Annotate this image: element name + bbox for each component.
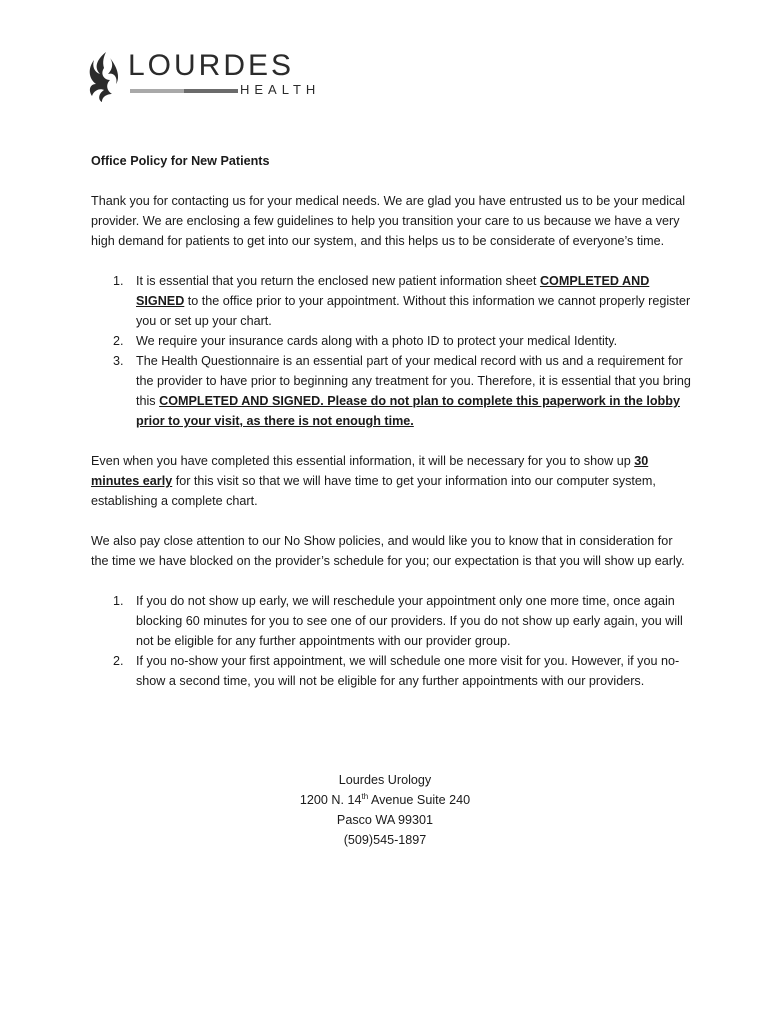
- requirements-list: [91, 271, 691, 431]
- list-text: to the office prior to your appointment. Without this information we cannot properly register you or set up your chart.: [136, 294, 691, 328]
- list-text: If you no-show your first appointment, we will schedule one more visit for you. However, if you no-show a second time, you will not be eligible for any further appointments with our providers.: [136, 654, 680, 688]
- city-state-zip: Pasco WA 99301: [336, 813, 434, 827]
- document-heading: Office Policy for New Patients: [91, 154, 270, 168]
- clinic-name: Lourdes Urology: [338, 773, 432, 787]
- letter-body: [91, 151, 691, 711]
- no-show-paragraph: We also pay close attention to our No Show policies, and would like you to know that in consideration for the time we have blocked on the provider’s schedule for you; our expectation is that you will show up early.: [91, 534, 685, 568]
- list-number: 1.: [113, 274, 124, 288]
- list-item: [91, 651, 691, 691]
- emphasis-text: COMPLETED AND SIGNED: [136, 274, 650, 308]
- emphasis-text: 30 minutes early: [91, 454, 649, 488]
- ordinal-suffix: th: [361, 791, 369, 801]
- intro-paragraph: Thank you for contacting us for your medical needs. We are glad you have entrusted us to be your medical provider. We are enclosing a few guidelines to help you transition your care to us because we have a very high demand for patients to get into our system, and this helps us to be considerate of everyone’s time.: [91, 194, 686, 248]
- list-text: We require your insurance cards along with a photo ID to protect your medical Identity.: [136, 334, 618, 348]
- flame-mark-icon: [88, 50, 122, 102]
- clinic-address: [0, 770, 770, 850]
- list-item: [91, 351, 691, 431]
- phone-number: (509)545-1897: [343, 833, 427, 847]
- list-number: 2.: [113, 654, 124, 668]
- list-item: [91, 591, 691, 651]
- list-number: 1.: [113, 594, 124, 608]
- street-rest: Avenue Suite 240: [368, 793, 471, 807]
- street-address: [0, 790, 770, 810]
- list-number: 3.: [113, 354, 124, 368]
- no-show-list: [91, 591, 691, 691]
- list-item: [91, 331, 691, 351]
- arrival-paragraph: [91, 451, 691, 511]
- list-number: 2.: [113, 334, 124, 348]
- emphasis-text: COMPLETED AND SIGNED. Please do not plan to complete this paperwork in the lobby prior to your visit, as there is not enough time.: [136, 394, 680, 428]
- street-number: 1200 N. 14: [299, 793, 362, 807]
- list-text: It is essential that you return the enclosed new patient information sheet: [136, 274, 540, 288]
- paragraph-text: Even when you have completed this essential information, it will be necessary for you to show up: [91, 454, 635, 468]
- list-text: If you do not show up early, we will reschedule your appointment only one more time, once again blocking 60 minutes for you to see one of our providers. If you do not show up early again, you will not be eligible for any further appointments with our provider group.: [136, 594, 683, 648]
- paragraph-text: for this visit so that we will have time to get your information into our computer system, establishing a complete chart.: [91, 474, 656, 508]
- logo-wordmark: LOURDES: [128, 49, 295, 82]
- logo-subtitle: HEALTH: [240, 82, 321, 97]
- list-text: The Health Questionnaire is an essential part of your medical record with us and a requirement for the provider to have prior to beginning any treatment for you. Therefore, it is essential that you bring this: [136, 354, 691, 408]
- lourdes-health-logo: [88, 48, 321, 102]
- list-item: [91, 271, 691, 331]
- logo-rule-accent: [130, 89, 184, 93]
